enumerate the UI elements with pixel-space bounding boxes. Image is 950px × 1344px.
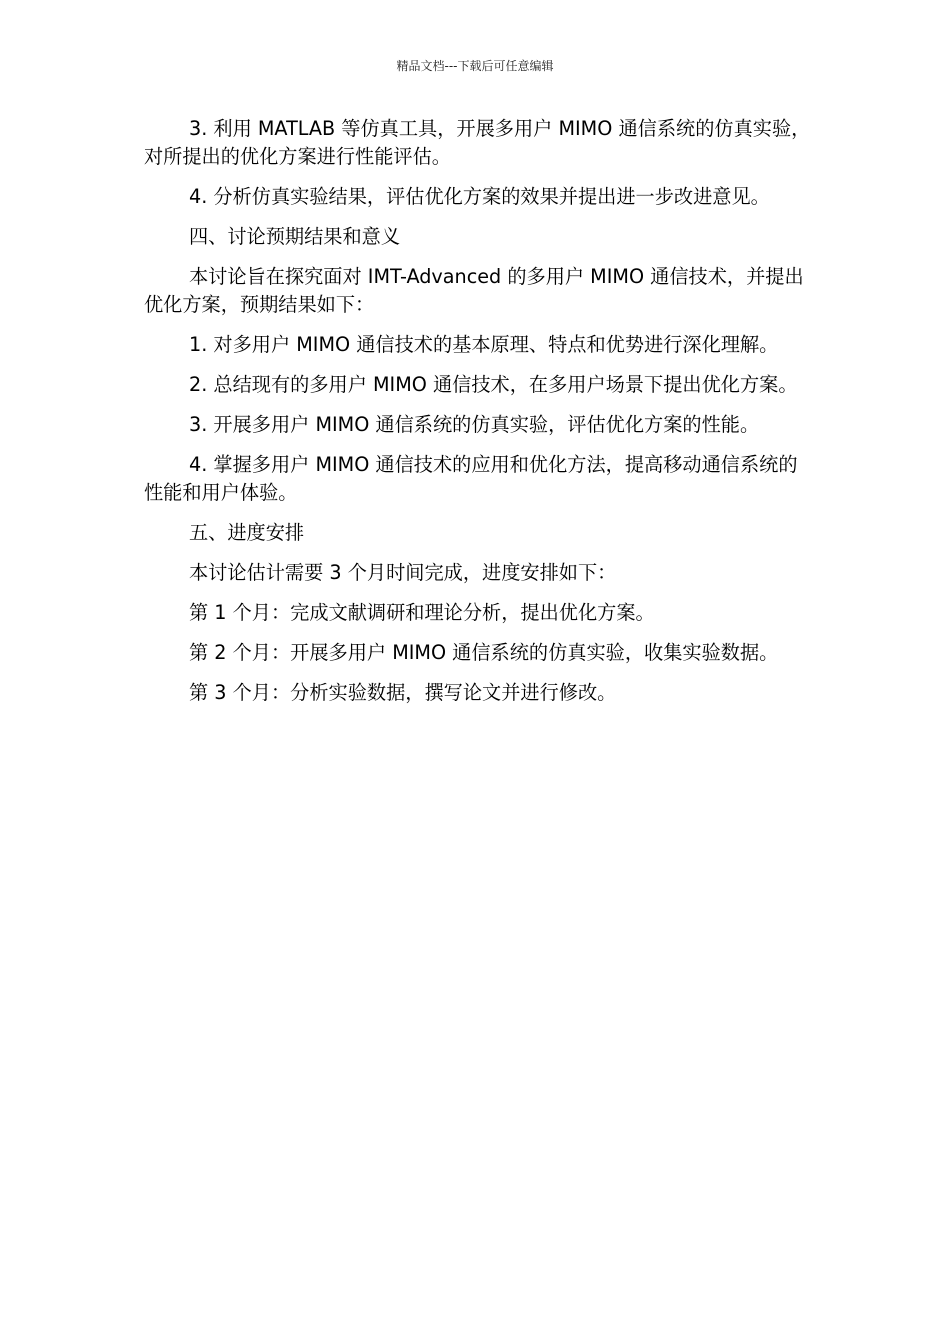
paragraph-item-3-simulation: 3. 利用 MATLAB 等仿真工具，开展多用户 MIMO 通信系统的仿真实验，对所提出的优化方案进行性能评估。 bbox=[144, 117, 811, 168]
document-body bbox=[144, 115, 812, 719]
section-heading-schedule: 五、进度安排 bbox=[189, 521, 305, 544]
paragraph-item-4-analysis: 4. 分析仿真实验结果，评估优化方案的效果并提出进一步改进意见。 bbox=[189, 185, 770, 208]
paragraph-schedule-month-1: 第 1 个月：完成文献调研和理论分析，提出优化方案。 bbox=[189, 601, 655, 624]
paragraph-result-3: 3. 开展多用户 MIMO 通信系统的仿真实验，评估优化方案的性能。 bbox=[189, 413, 760, 436]
paragraph-expected-results-intro: 本讨论旨在探究面对 IMT-Advanced 的多用户 MIMO 通信技术，并提出优化方案，预期结果如下： bbox=[144, 265, 804, 316]
paragraph-schedule-month-2: 第 2 个月：开展多用户 MIMO 通信系统的仿真实验，收集实验数据。 bbox=[189, 641, 779, 664]
page-header: 精品文档---下载后可任意编辑 bbox=[396, 59, 554, 73]
paragraph-result-1: 1. 对多用户 MIMO 通信技术的基本原理、特点和优势进行深化理解。 bbox=[189, 333, 779, 356]
paragraph-result-4: 4. 掌握多用户 MIMO 通信技术的应用和优化方法，提高移动通信系统的性能和用户体验。 bbox=[144, 453, 798, 504]
paragraph-schedule-month-3: 第 3 个月：分析实验数据，撰写论文并进行修改。 bbox=[189, 681, 617, 704]
paragraph-result-2: 2. 总结现有的多用户 MIMO 通信技术，在多用户场景下提出优化方案。 bbox=[189, 373, 798, 396]
paragraph-schedule-intro: 本讨论估计需要 3 个月时间完成，进度安排如下： bbox=[189, 561, 617, 584]
section-heading-expected-results: 四、讨论预期结果和意义 bbox=[189, 225, 401, 248]
